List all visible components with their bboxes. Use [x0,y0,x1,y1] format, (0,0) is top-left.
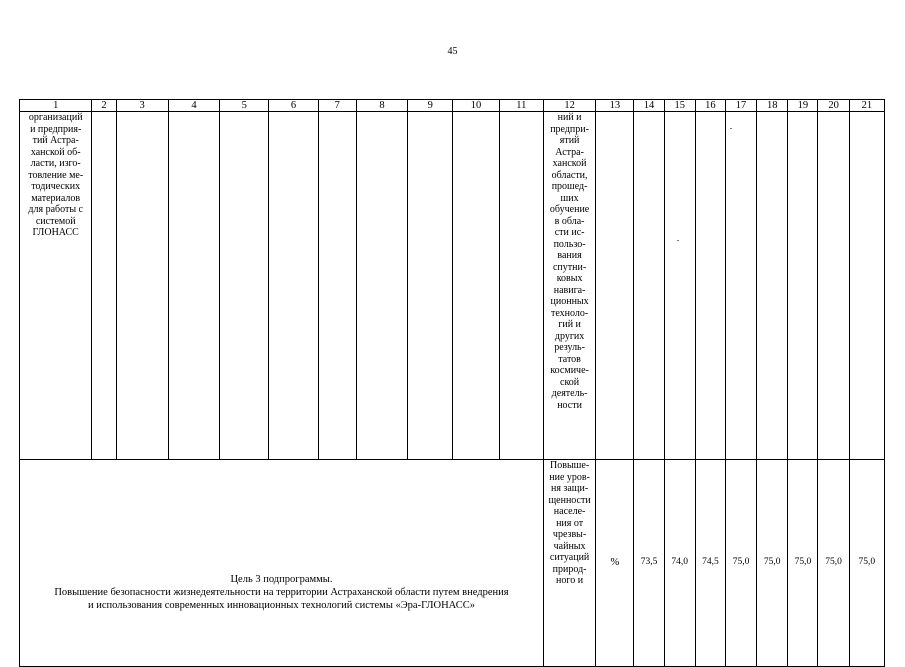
column-header: 20 [818,100,849,112]
column-header: 16 [695,100,725,112]
value-cell: 74,0 [664,460,695,667]
empty-cell [453,112,499,460]
empty-cell [269,112,318,460]
goal-cell [20,460,544,667]
indicator-name-cell: ний и предпри- ятий Астра- ханской области, прошед- ших обучение в обла- сти ис- пользо- вания спутни- ковых навига- ционных техноло- гий и других резуль- татов космиче- ской деятель- ности [543,112,595,460]
column-header: 10 [453,100,499,112]
empty-cell [116,112,168,460]
column-header: 14 [634,100,664,112]
column-header: 11 [499,100,543,112]
column-header: 15 [664,100,695,112]
column-header: 2 [92,100,116,112]
column-header: 21 [849,100,884,112]
column-header: 19 [788,100,818,112]
empty-cell [318,112,356,460]
table-row [20,460,885,667]
empty-cell [725,112,756,460]
unit-cell: % [596,460,634,667]
goal-text-line: Повышение безопасности жизнедеятельности на территории Астраханской области путем внедрения [54,586,509,598]
empty-cell [408,112,453,460]
empty-cell [757,112,788,460]
empty-cell [168,112,219,460]
column-header: 17 [725,100,756,112]
value-cell: 74,5 [695,460,725,667]
empty-cell [356,112,407,460]
value-cell: 75,0 [818,460,849,667]
column-header: 7 [318,100,356,112]
empty-cell [664,112,695,460]
empty-cell [849,112,884,460]
empty-cell [634,112,664,460]
scan-speck [730,128,732,129]
page-number: 45 [447,46,458,57]
empty-cell [499,112,543,460]
column-header: 18 [757,100,788,112]
column-header: 5 [220,100,269,112]
empty-cell [596,112,634,460]
goal-text-line: и использования современных инновационных технологий системы «Эра-ГЛОНАСС» [87,599,475,611]
measure-description-cell: организаций и предприя- тий Астра- ханской об- ласти, изго- товление ме- тодических материалов для работы с системой ГЛОНАСС [20,112,92,460]
indicator-name-cell: Повыше- ние уров- ня защи- щенности населе- ния от чрезвы- чайных ситуаций природ- ного и [543,460,595,667]
table-row [20,112,885,460]
empty-cell [92,112,116,460]
value-cell: 75,0 [849,460,884,667]
column-header: 1 [20,100,92,112]
value-cell: 73,5 [634,460,664,667]
column-header: 13 [596,100,634,112]
goal-title: Цель 3 подпрограммы. [230,573,333,585]
empty-cell [818,112,849,460]
empty-cell [788,112,818,460]
column-header: 9 [408,100,453,112]
value-cell: 75,0 [725,460,756,667]
column-header: 3 [116,100,168,112]
indicators-table [19,99,885,667]
column-header: 8 [356,100,407,112]
empty-cell [695,112,725,460]
table-header-row [20,100,885,112]
scan-speck [677,240,679,241]
value-cell: 75,0 [757,460,788,667]
value-cell: 75,0 [788,460,818,667]
empty-cell [220,112,269,460]
column-header: 4 [168,100,219,112]
column-header: 12 [543,100,595,112]
column-header: 6 [269,100,318,112]
